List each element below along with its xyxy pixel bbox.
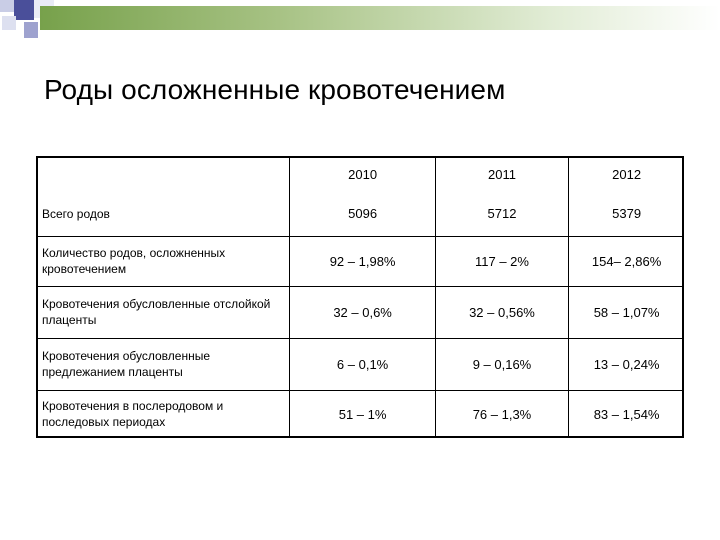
row-label: Кровотечения обусловленные предлежанием плаценты bbox=[36, 338, 290, 390]
decor-square bbox=[0, 0, 14, 12]
table-cell: 9 – 0,16% bbox=[435, 338, 568, 390]
table-cell: 5096 bbox=[290, 192, 435, 236]
header-cell-2010: 2010 bbox=[290, 156, 435, 192]
header-cell-2011: 2011 bbox=[435, 156, 568, 192]
table-cell: 92 – 1,98% bbox=[290, 236, 435, 286]
header-cell-2012: 2012 bbox=[569, 156, 684, 192]
table-cell: 117 – 2% bbox=[435, 236, 568, 286]
row-label: Кровотечения обусловленные отслойкой плаценты bbox=[36, 286, 290, 338]
table-row bbox=[36, 338, 684, 390]
table-cell: 154– 2,86% bbox=[569, 236, 684, 286]
table-row bbox=[36, 286, 684, 338]
row-label: Кровотечения в послеродовом и последовых периодах bbox=[36, 390, 290, 438]
row-label: Всего родов bbox=[42, 206, 110, 221]
table-row bbox=[36, 390, 684, 438]
decor-square bbox=[2, 16, 16, 30]
table-cell: 76 – 1,3% bbox=[435, 390, 568, 438]
table-header-row bbox=[36, 156, 684, 192]
data-table bbox=[36, 156, 684, 438]
slide-title: Роды осложненные кровотечением bbox=[44, 74, 506, 105]
table-row bbox=[36, 192, 684, 236]
table-cell: 5712 bbox=[435, 192, 568, 236]
table-cell: 83 – 1,54% bbox=[569, 390, 684, 438]
table-cell: 13 – 0,24% bbox=[569, 338, 684, 390]
row-label: Количество родов, осложненных кровотечением bbox=[36, 236, 290, 286]
decor-square bbox=[14, 0, 34, 20]
header-gradient-bar bbox=[40, 6, 720, 30]
table-cell: 32 – 0,6% bbox=[290, 286, 435, 338]
table-cell: 32 – 0,56% bbox=[435, 286, 568, 338]
table-cell: 58 – 1,07% bbox=[569, 286, 684, 338]
table-cell: 51 – 1% bbox=[290, 390, 435, 438]
decor-square bbox=[24, 22, 38, 38]
table-cell: 6 – 0,1% bbox=[290, 338, 435, 390]
header-cell-empty bbox=[36, 156, 290, 192]
table-cell: 5379 bbox=[569, 192, 684, 236]
table-row bbox=[36, 236, 684, 286]
